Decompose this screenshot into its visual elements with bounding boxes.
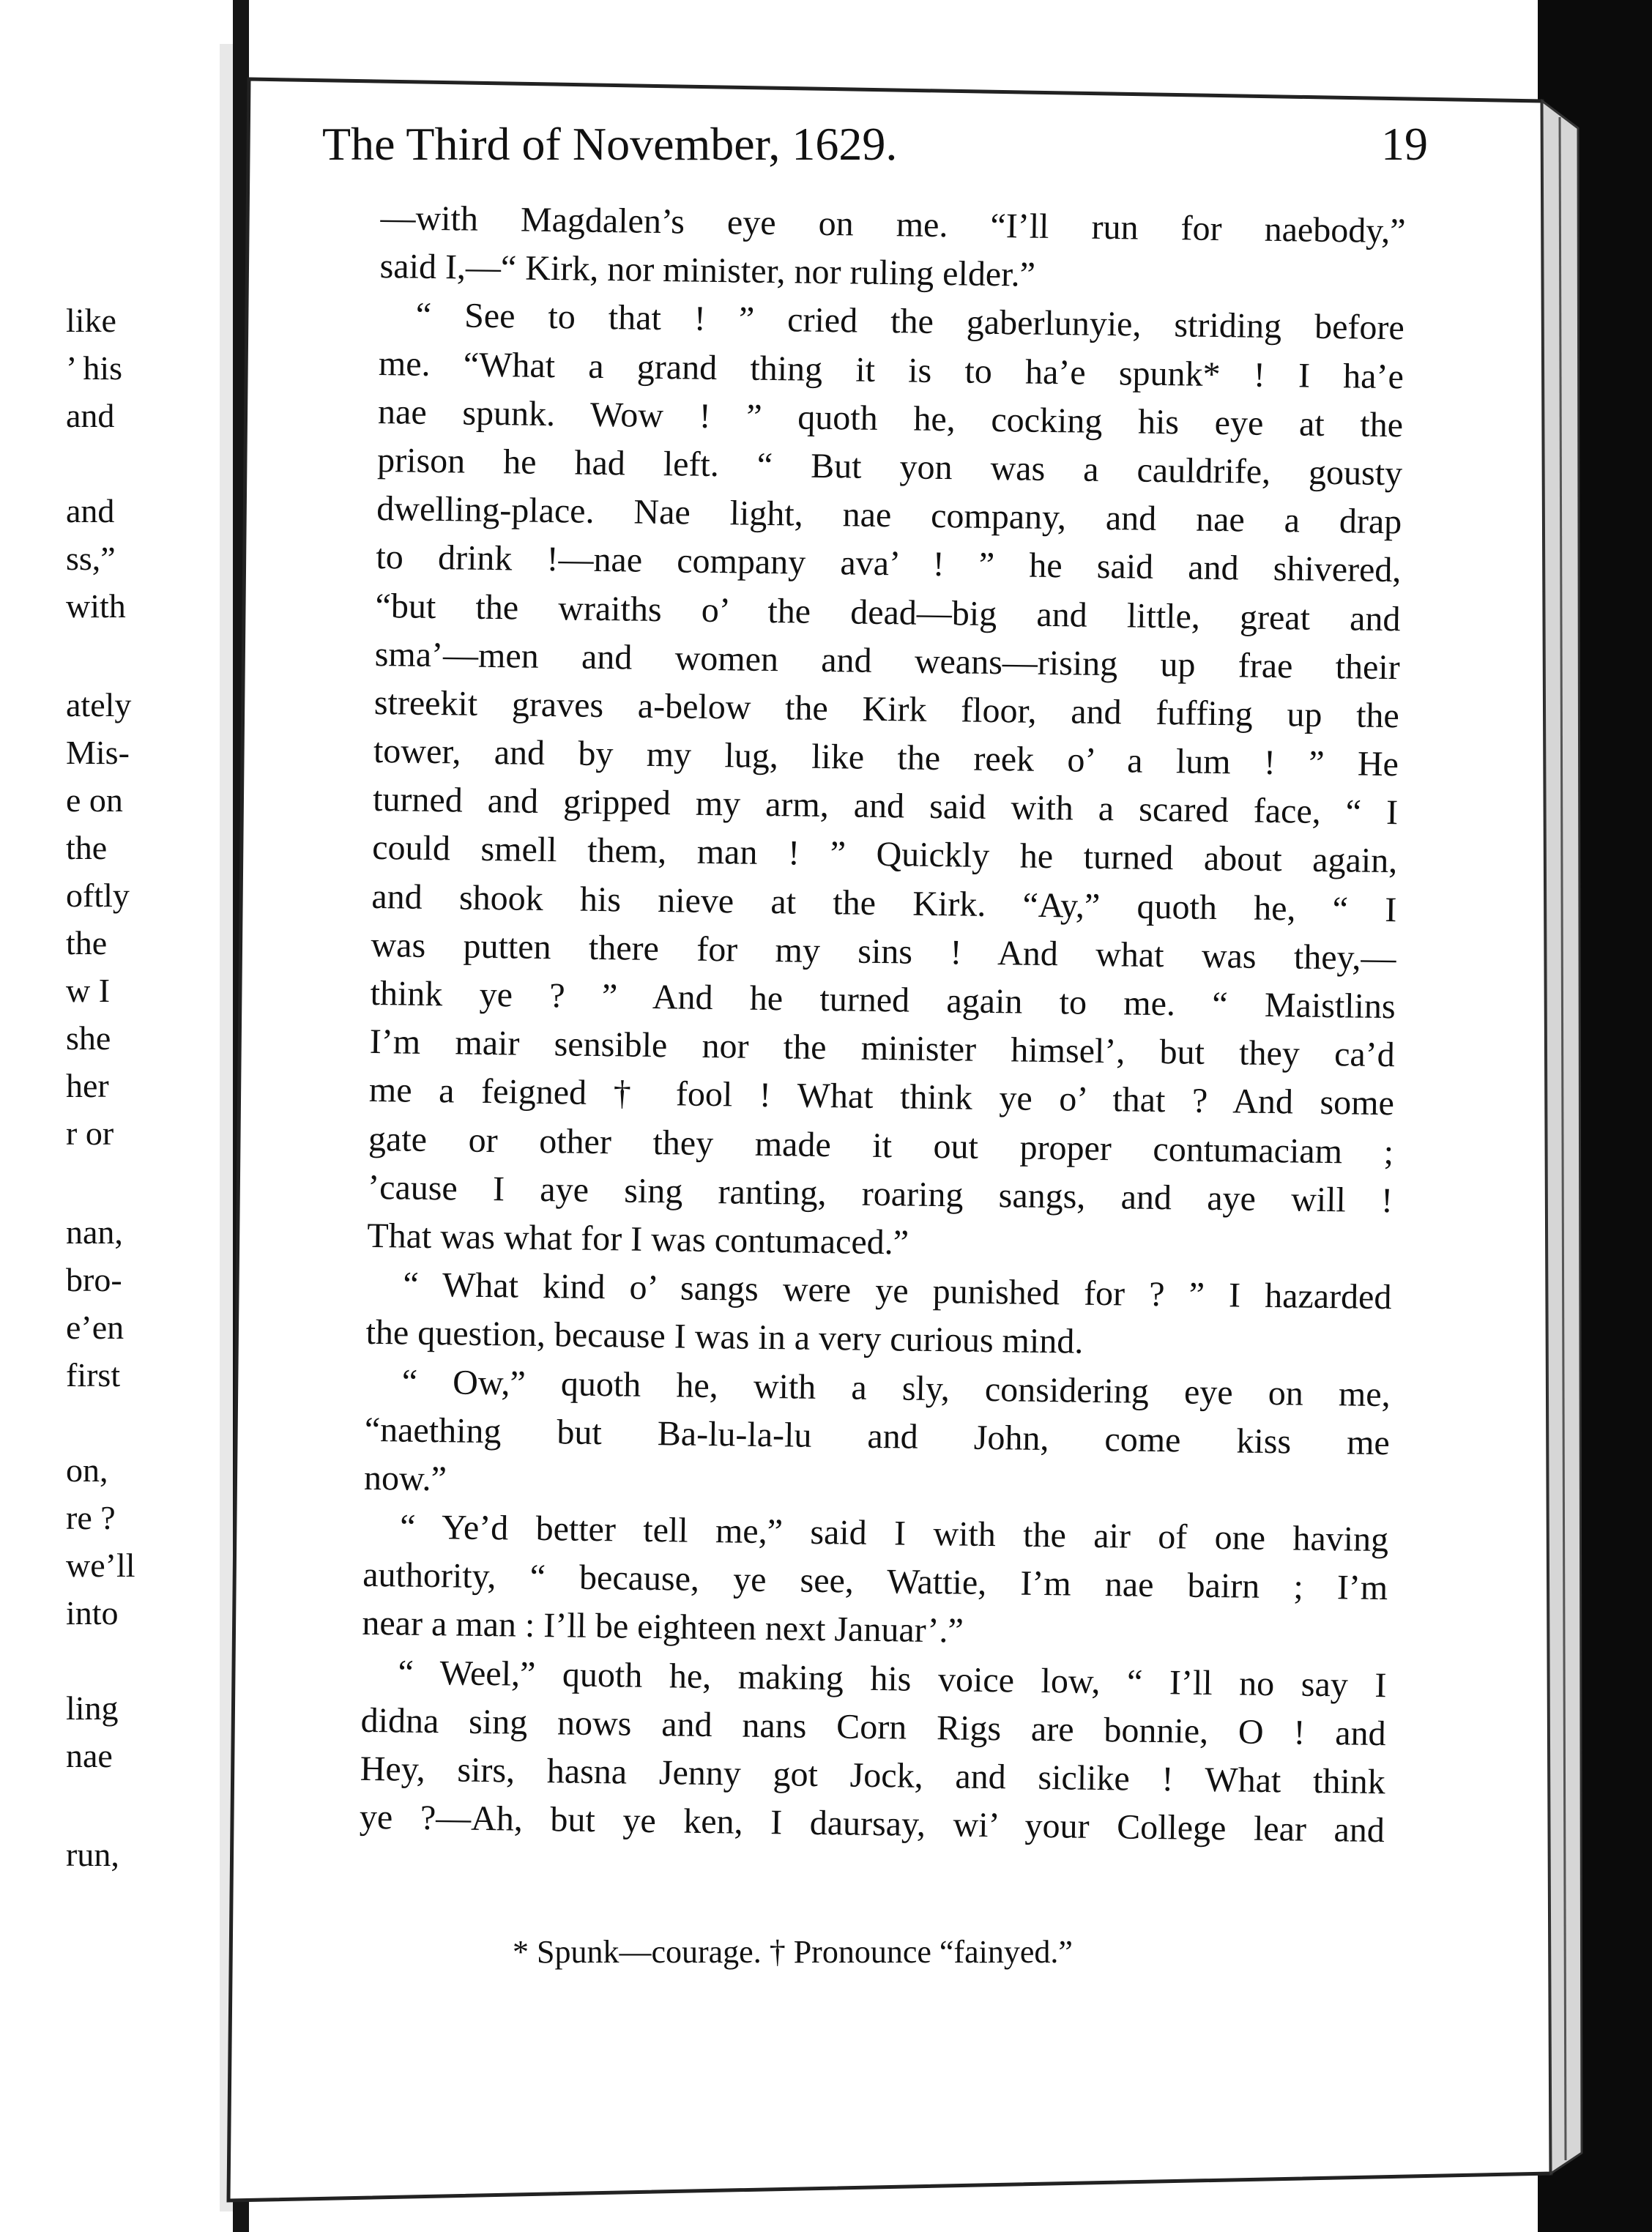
text-line: ’cause I aye sing ranting, roaring sangs, and aye will ! xyxy=(367,1167,1394,1220)
text-line: streekit graves a-below the Kirk floor, and fuffing up the xyxy=(373,682,1400,736)
text-line: think ye ? ” And he turned again to me. “ Maistlins xyxy=(370,973,1396,1027)
text-line: That was what for I was contumaced.” xyxy=(367,1216,909,1262)
text-line: “but the wraiths o’ the dead—big and little, great and xyxy=(375,586,1401,639)
body-text xyxy=(360,194,1406,1856)
page-number: 19 xyxy=(1381,118,1428,170)
text-line: didna sing nows and nans Corn Rigs are bonnie, O ! and xyxy=(360,1700,1386,1753)
text-line: “ Weel,” quoth he, making his voice low, “ I’ll no say I xyxy=(398,1653,1387,1705)
text-line: said I,—“ Kirk, nor minister, nor ruling elder.” xyxy=(379,247,1036,294)
left-fragment: she xyxy=(66,1019,111,1057)
left-fragment: r or xyxy=(66,1115,114,1152)
text-line: I’m mair sensible nor the minister himsel’, but they ca’d xyxy=(369,1022,1396,1075)
left-fragment: and xyxy=(66,492,115,529)
left-fragment: bro- xyxy=(66,1261,122,1298)
left-fragment: her xyxy=(66,1067,109,1104)
left-fragment: the xyxy=(66,829,108,866)
text-line: ye ?—Ah, but ye ken, I daursay, wi’ your College lear and xyxy=(359,1797,1385,1850)
left-fragment: we’ll xyxy=(66,1547,135,1584)
text-line: dwelling-place. Nae light, nae company, and nae a drap xyxy=(376,489,1402,542)
text-line: me a feigned † fool ! What think ye o’ that ? And some xyxy=(368,1071,1395,1123)
text-line: and shook his nieve at the Kirk. “Ay,” quoth he, “ I xyxy=(371,877,1397,929)
text-line: authority, “ because, ye see, Wattie, I’m nae bairn ; I’m xyxy=(362,1555,1388,1608)
footnote: * Spunk—courage. † Pronounce “fainyed.” xyxy=(513,1934,1073,1970)
text-line: gate or other they made it out proper contumaciam ; xyxy=(368,1119,1394,1172)
left-fragment: Mis- xyxy=(66,734,130,771)
text-line: Hey, sirs, hasna Jenny got Jock, and siclike ! What think xyxy=(360,1749,1386,1802)
left-fragment: the xyxy=(66,924,108,961)
left-fragment: first xyxy=(66,1356,121,1394)
text-line: to drink !—nae company ava’ ! ” he said and shivered, xyxy=(376,537,1402,590)
left-page-fragments xyxy=(0,0,242,2232)
left-fragment: w I xyxy=(66,972,111,1009)
text-line: prison he had left. “ But yon was a cauldrife, gousty xyxy=(376,440,1403,494)
left-fragment: with xyxy=(66,587,126,625)
left-fragment: into xyxy=(66,1594,119,1632)
text-line: was putten there for my sins ! And what was they,— xyxy=(371,925,1396,978)
text-line: me. “What a grand thing it is to ha’e spunk* ! I ha’e xyxy=(378,343,1404,396)
text-line: “ What kind o’ sangs were ye punished for ? ” I hazarded xyxy=(403,1265,1392,1317)
text-line: the question, because I was in a very curious mind. xyxy=(365,1313,1084,1362)
text-line: near a man : I’ll be eighteen next Januar’.” xyxy=(362,1604,964,1651)
text-line: now.” xyxy=(363,1458,447,1499)
text-line: “naething but Ba-lu-la-lu and John, come kiss me xyxy=(364,1410,1391,1462)
text-line: nae spunk. Wow ! ” quoth he, cocking his eye at the xyxy=(377,392,1404,445)
left-fragment: oftly xyxy=(66,877,130,914)
left-fragment: e on xyxy=(66,781,123,819)
left-fragment: and xyxy=(66,397,115,434)
left-fragment: run, xyxy=(66,1836,119,1873)
text-line: sma’—men and women and weans—rising up frae their xyxy=(374,634,1401,687)
text-line: —with Magdalen’s eye on me. “I’ll run for naebody,” xyxy=(380,198,1406,251)
text-line: “ Ye’d better tell me,” said I with the air of one having xyxy=(399,1507,1389,1560)
text-line: turned and gripped my arm, and said with a scared face, “ I xyxy=(372,780,1399,833)
left-fragment: nae xyxy=(66,1737,113,1774)
left-fragment: e’en xyxy=(66,1309,124,1346)
left-fragment: ss,” xyxy=(66,540,116,577)
text-line: “ See to that ! ” cried the gaberlunyie, striding before xyxy=(415,296,1405,348)
left-fragment: ’ his xyxy=(66,349,123,387)
left-fragment: nan, xyxy=(66,1213,123,1251)
left-fragment: like xyxy=(66,302,116,339)
left-fragment: ling xyxy=(66,1689,119,1727)
text-line: “ Ow,” quoth he, with a sly, considering eye on me, xyxy=(401,1362,1391,1414)
left-fragment: on, xyxy=(66,1451,108,1489)
running-title: The Third of November, 1629. xyxy=(322,118,898,170)
text-line: tower, and by my lug, like the reek o’ a lum ! ” He xyxy=(373,731,1399,784)
left-fragment: ately xyxy=(66,686,132,723)
text-line: could smell them, man ! ” Quickly he turned about again, xyxy=(371,828,1398,881)
left-fragment: re ? xyxy=(66,1499,116,1536)
